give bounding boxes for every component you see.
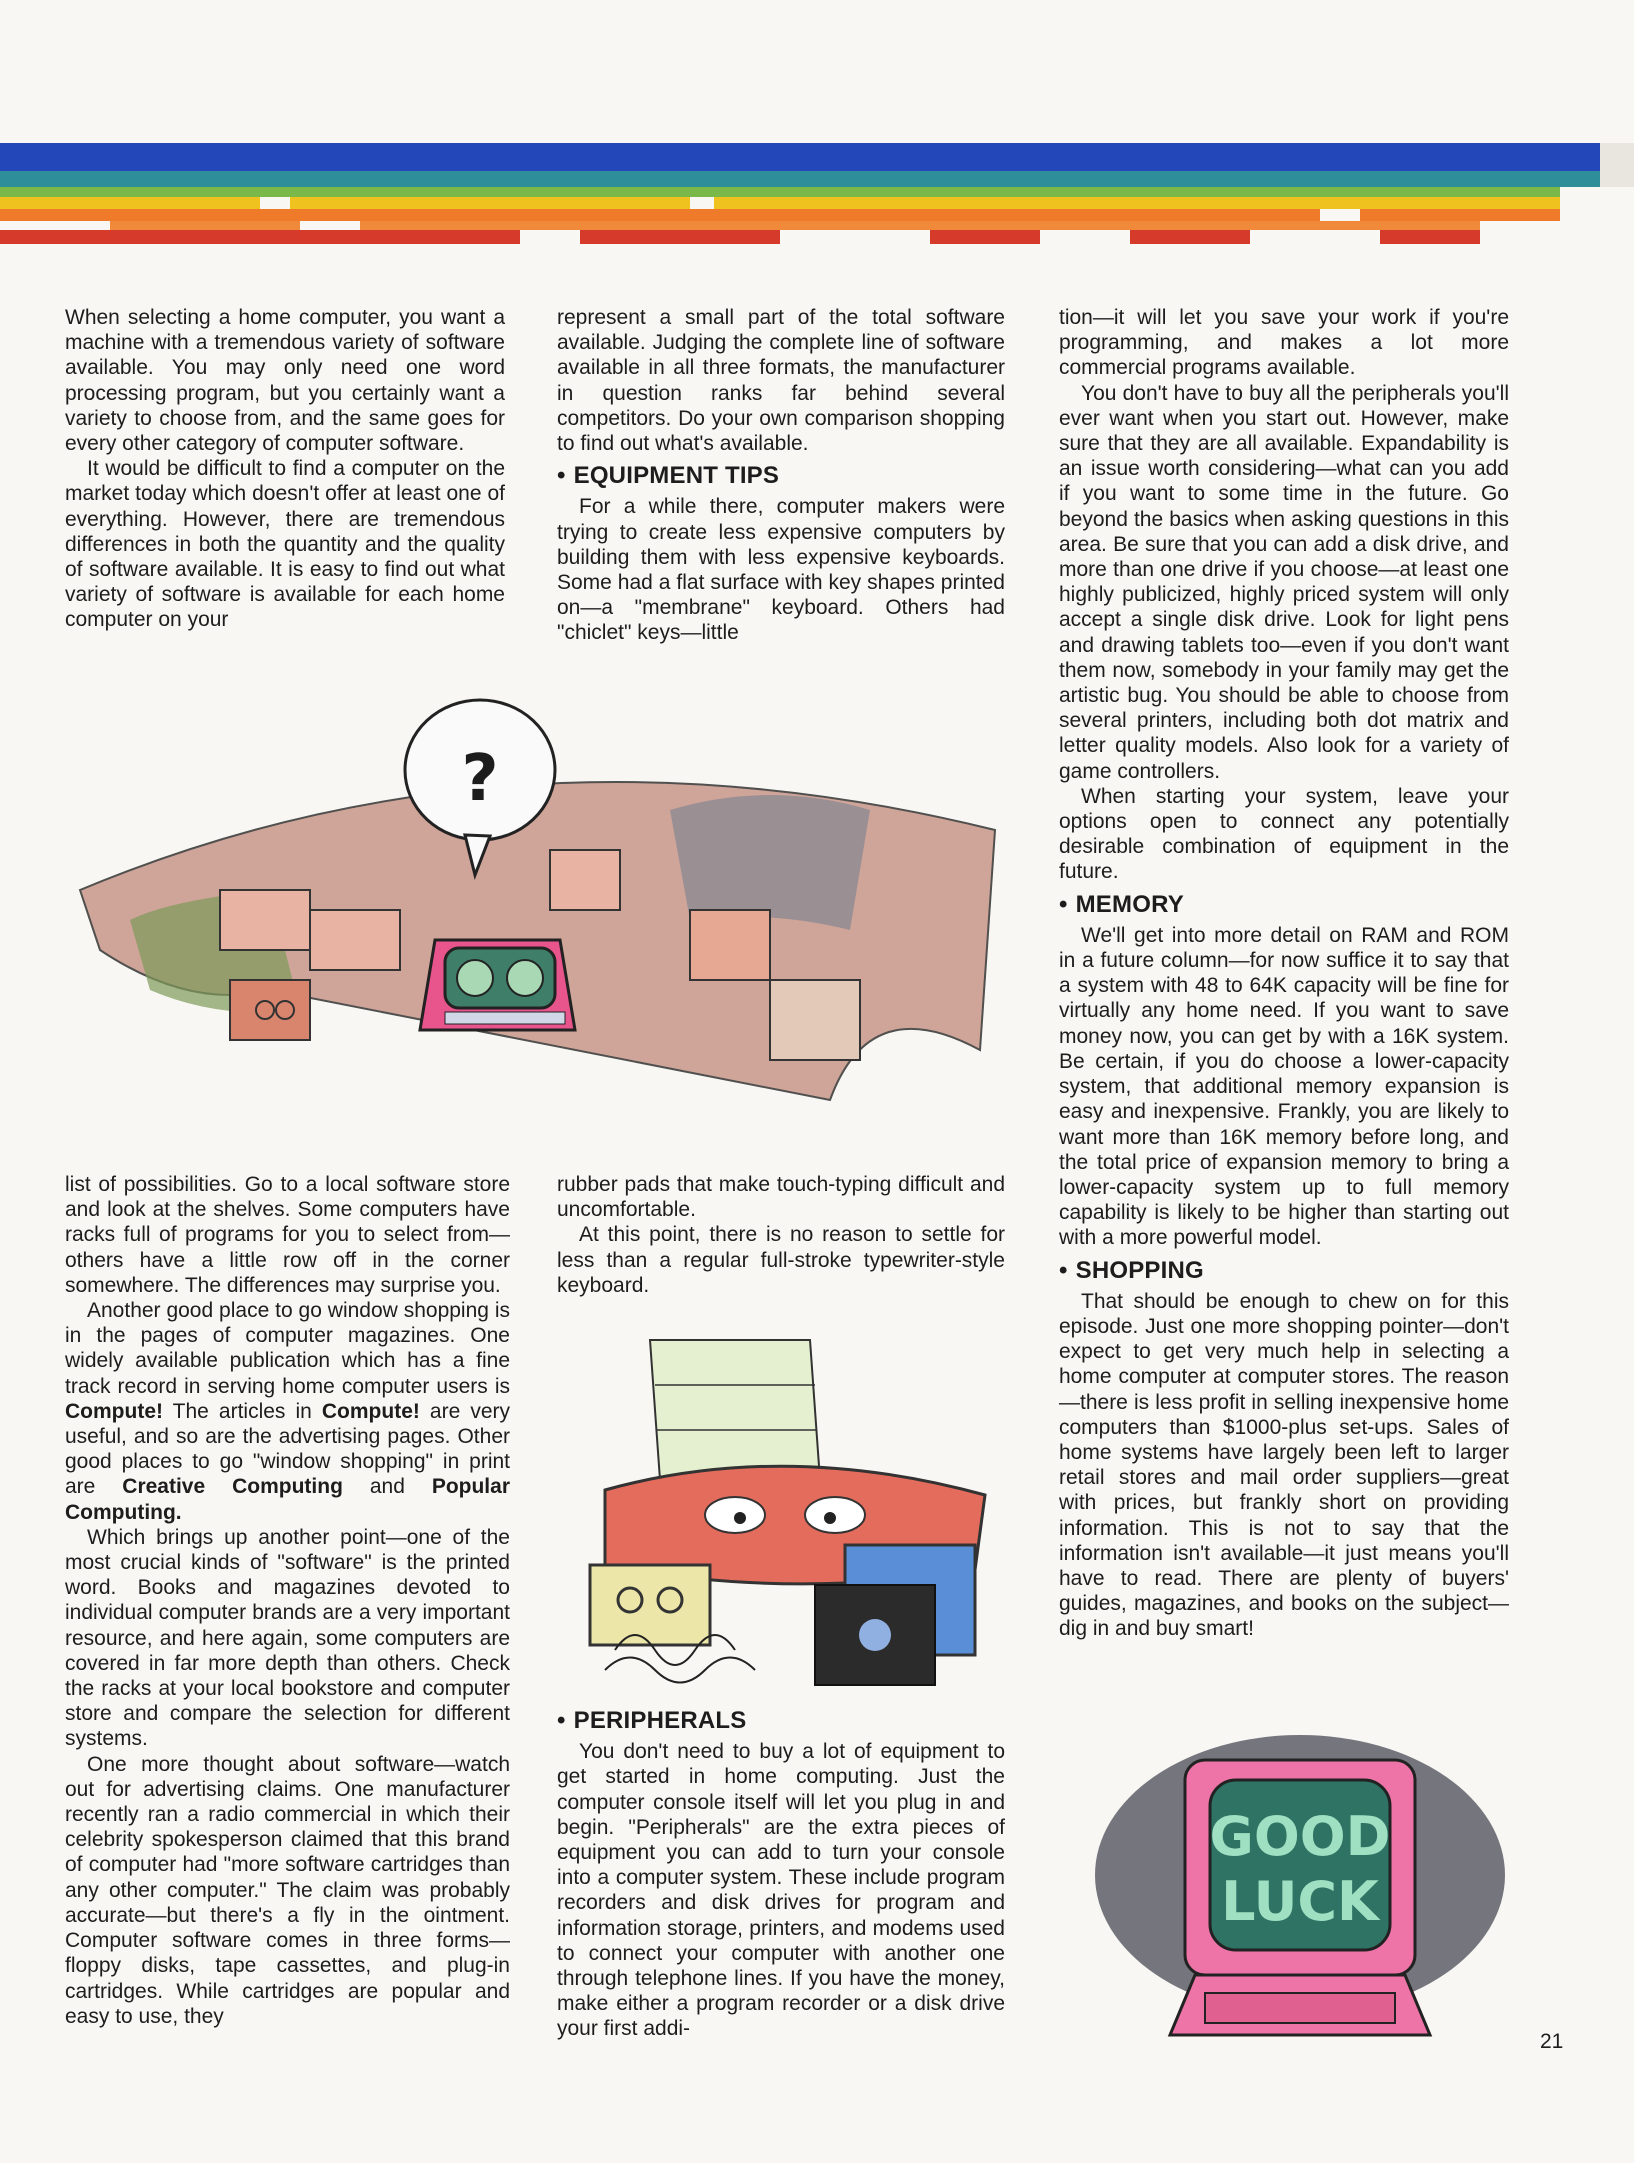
paragraph: rubber pads that make touch-typing difficult and uncomfortable. bbox=[557, 1173, 1005, 1222]
paragraph: Which brings up another point—one of the most crucial kinds of "software" is the printed word. Books and magazines devoted to individual computer brands are a very important resource, and here again, some computers are covered in far more depth than others. Check the racks at your local bookstore and computer store and compare the selection for different systems. bbox=[65, 1525, 510, 1751]
paragraph: At this point, there is no reason to settle for less than a regular full-stroke typewriter-style keyboard. bbox=[557, 1223, 1005, 1297]
paragraph: You don't need to buy a lot of equipment to get started in home computing. Just the computer console itself will let you plug in and begin. "Peripherals" are the extra pieces of equipment you can add to turn your console into a computer system. These include program recorders and disk drives for program and information storage, printers, and modems used to connect your computer with another one through telephone lines. If you have the money, make either a program recorder or a disk drive your first addi- bbox=[557, 1740, 1005, 2041]
paragraph: When selecting a home computer, you want a machine with a tremendous variety of software available. You may only need one word processing program, but you certainly want a variety to choose from, and the same goes for every other category of computer software. bbox=[65, 306, 505, 456]
section-heading-peripherals: • PERIPHERALS bbox=[557, 1707, 747, 1734]
section-heading-shopping: • SHOPPING bbox=[1059, 1256, 1204, 1284]
peripherals-illustration bbox=[585, 1330, 1005, 1690]
paragraph: list of possibilities. Go to a local software store and look at the shelves. Some computers have racks full of programs for you to select from—others have a little row off in the corner somewhere. The differences may surprise you. bbox=[65, 1173, 510, 1297]
paragraph: We'll get into more detail on RAM and ROM in a future column—for now suffice it to say that a system with 48 to 64K capacity will be fine for virtually any home need. If you want to save money now, you can get by with a 16K system. Be certain, if you do choose a lower-capacity system, that additional memory expansion is easy and inexpensive. Frankly, you are likely to want more than 16K memory before long, and the total price of expansion memory to bring a lower-capacity system up to full memory capability is likely to be higher than starting out with a more powerful model. bbox=[1059, 923, 1509, 1250]
column-2-middle bbox=[557, 1172, 1005, 1298]
paragraph: When starting your system, leave your options open to connect any potentially desirable combination of equipment in the future. bbox=[1059, 784, 1509, 884]
section-heading-memory: • MEMORY bbox=[1059, 890, 1184, 918]
sign-line-1: GOOD bbox=[1209, 1805, 1391, 1868]
question-mark: ? bbox=[461, 742, 499, 816]
software-shelves-illustration bbox=[70, 690, 1000, 1130]
column-1-bottom bbox=[65, 1172, 510, 2029]
paragraph: represent a small part of the total software available. Judging the complete line of software available in all three formats, the manufacturer in question ranks far behind several competitors. Do your own comparison shopping to find out what's available. bbox=[557, 306, 1005, 456]
column-2-top bbox=[557, 305, 1005, 646]
column-2-bottom bbox=[557, 1708, 1005, 2042]
paragraph: For a while there, computer makers were trying to create less expensive computers by building them with less expensive keyboards. Some had a flat surface with key shapes printed on—a "membrane" keyboard. Others had "chiclet" keys—little bbox=[557, 495, 1005, 645]
paragraph: You don't have to buy all the peripherals you'll ever want when you start out. However, make sure that they are all available. Expandability is an issue worth considering—what can you add if you want to some time in the future. Go beyond the basics when asking questions in this area. Be sure that you can add a disk drive, and more than one drive if you choose—at least one highly publicized, highly priced system will only accept a single disk drive. Look for light pens and drawing tablets too—even if you don't want them now, somebody in your family may get the artistic bug. You should be able to choose from several printers, including both dot matrix and letter quality models. Also look for a variety of game controllers. bbox=[1059, 381, 1509, 783]
good-luck-illustration bbox=[1085, 1725, 1515, 2045]
paragraph: One more thought about software—watch out for advertising claims. One manufacturer recently ran a radio commercial in which their celebrity spokesperson claimed that this brand of computer had "more software cartridges than any other computer." The claim was probably accurate—but there's a fly in the ointment. Computer software comes in three forms—floppy disks, tape cassettes, and plug-in cartridges. While cartridges are popular and easy to use, they bbox=[65, 1752, 510, 2028]
page-number: 21 bbox=[1540, 2030, 1564, 2053]
paragraph: tion—it will let you save your work if you're programming, and makes a lot more commercial programs available. bbox=[1059, 306, 1509, 380]
paragraph: Another good place to go window shopping is in the pages of computer magazines. One widely available publication which has a fine track record in serving home computer users is Compute! The articles in Compute! are very useful, and so are the advertising pages. Other good places to go "window shopping" in print are Creative Computing and Popular Computing. bbox=[65, 1299, 510, 1524]
paragraph: It would be difficult to find a computer on the market today which doesn't offer at least one of everything. However, there are tremendous differences in both the quantity and the quality of software available. It is easy to find out what variety of software is available for each home computer on your bbox=[65, 457, 505, 632]
paragraph: That should be enough to chew on for this episode. Just one more shopping pointer—don't expect to get very much help in selecting a home computer at computer stores. The reason—there is less profit in selling inexpensive home computers than $1000-plus set-ups. Sales of home systems have largely been left to larger retail stores and mail order suppliers—great with prices, but frankly short on providing information. This is not to say that the information isn't available—it just means you'll have to read. There are plenty of buyers' guides, magazines, and books on the subject—dig in and buy smart! bbox=[1059, 1289, 1509, 1641]
sign-line-2: LUCK bbox=[1221, 1870, 1379, 1933]
column-3 bbox=[1059, 305, 1509, 1642]
column-1-top bbox=[65, 305, 505, 633]
section-heading-equipment-tips: • EQUIPMENT TIPS bbox=[557, 462, 780, 490]
